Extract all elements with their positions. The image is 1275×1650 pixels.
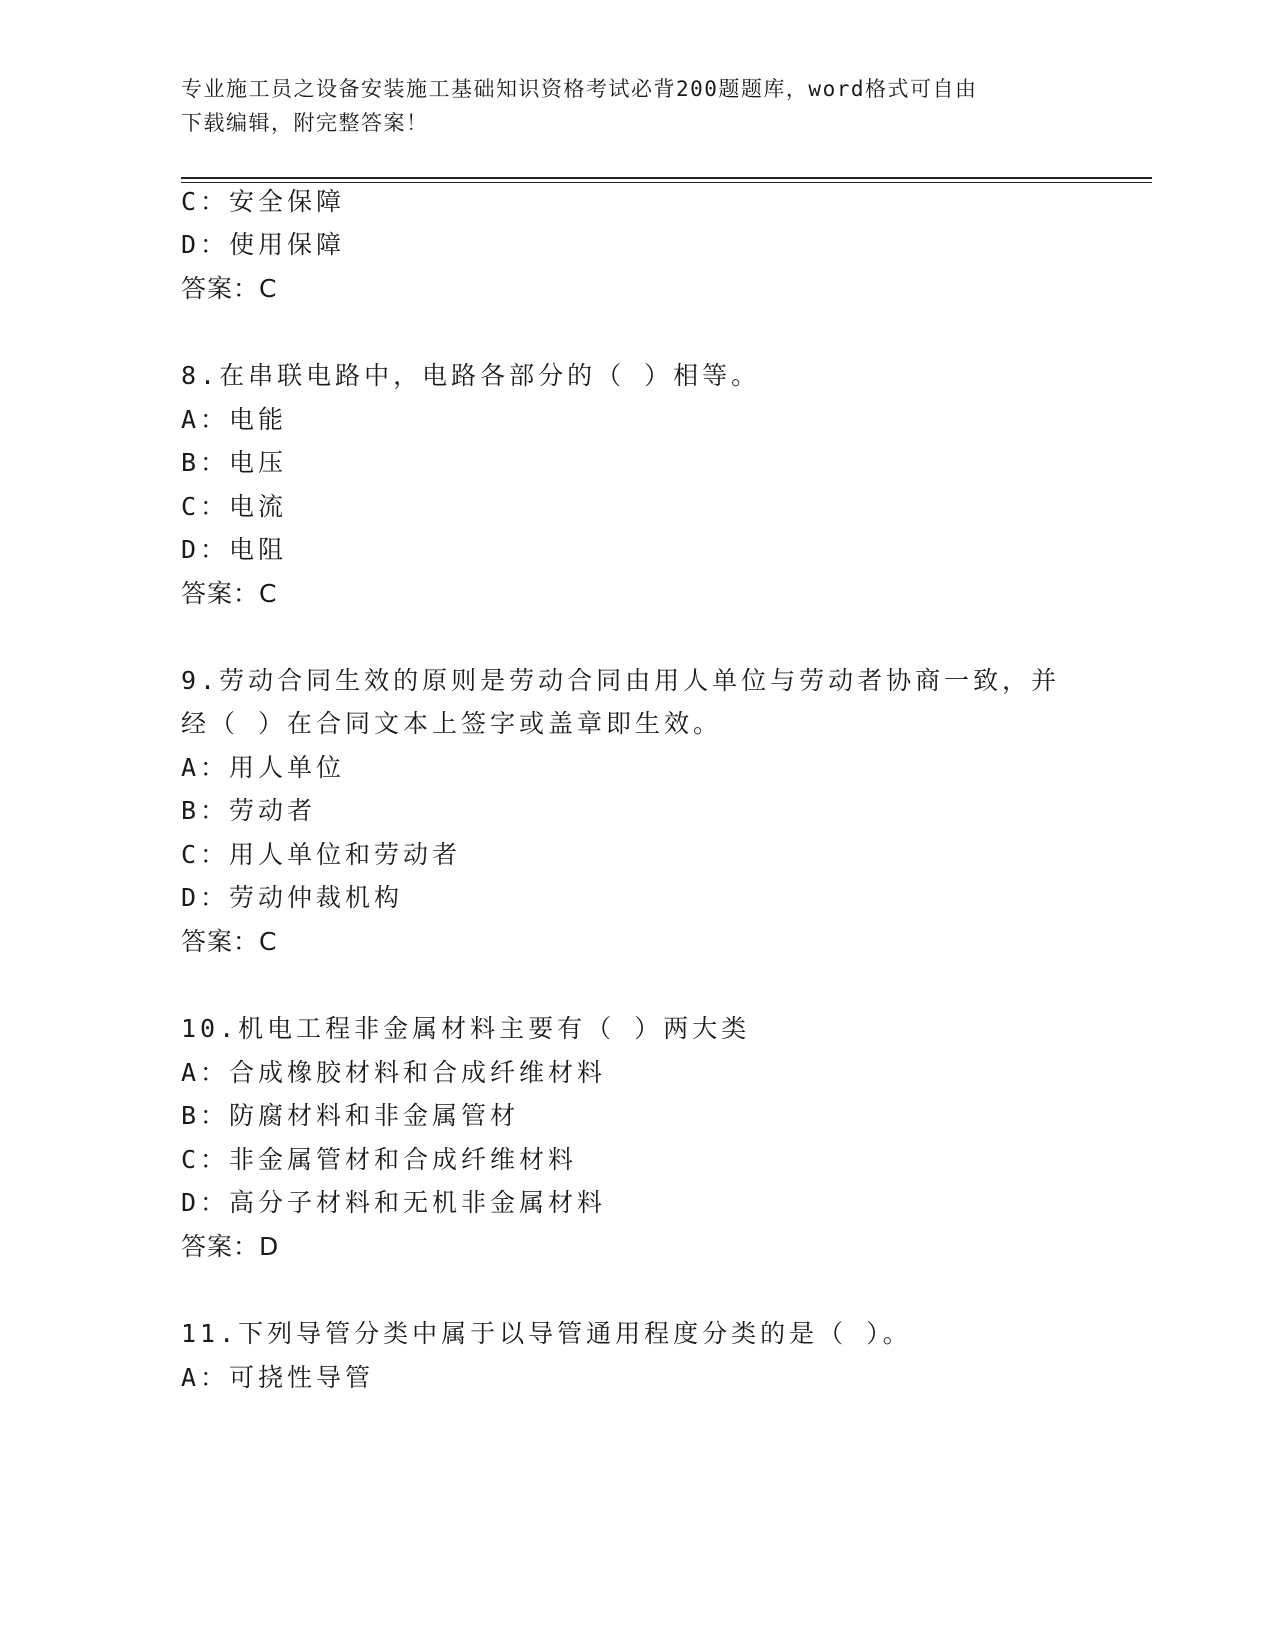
q10-option-a: A：合成橡胶材料和合成纤维材料 [181, 1058, 607, 1087]
header-divider-thin [181, 182, 1152, 183]
q9-option-d: D：劳动仲裁机构 [181, 883, 404, 912]
q11-option-a: A：可挠性导管 [181, 1363, 375, 1392]
q9-option-c: C：用人单位和劳动者 [181, 840, 462, 869]
header-divider [181, 177, 1152, 179]
q8-answer: 答案：C [181, 579, 278, 608]
q9-answer: 答案：C [181, 927, 278, 956]
q8-option-d: D：电阻 [181, 535, 288, 564]
header-line-2: 下载编辑，附完整答案！ [181, 111, 429, 135]
q10-answer: 答案：D [181, 1232, 280, 1261]
q7-option-d: D：使用保障 [181, 230, 346, 259]
q10-option-d: D：高分子材料和无机非金属材料 [181, 1188, 607, 1217]
document-header [181, 72, 1061, 140]
q9-option-b: B：劳动者 [181, 796, 317, 825]
q8-option-b: B：电压 [181, 448, 288, 477]
q10-stem: 10.机电工程非金属材料主要有（ ）两大类 [181, 1014, 751, 1043]
q9-stem-line-1: 9.劳动合同生效的原则是劳动合同由用人单位与劳动者协商一致，并 [181, 666, 1061, 695]
header-line-1: 专业施工员之设备安装施工基础知识资格考试必背200题题库，word格式可自由 [181, 77, 978, 101]
q8-stem: 8.在串联电路中，电路各部分的（ ）相等。 [181, 361, 761, 390]
q10-option-b: B：防腐材料和非金属管材 [181, 1101, 520, 1130]
q9-option-a: A：用人单位 [181, 753, 346, 782]
q7-answer: 答案：C [181, 274, 278, 303]
q7-option-c: C：安全保障 [181, 187, 346, 216]
q10-option-c: C：非金属管材和合成纤维材料 [181, 1145, 578, 1174]
q9-stem-line-2: 经（ ）在合同文本上签字或盖章即生效。 [181, 709, 723, 738]
q11-stem: 11.下列导管分类中属于以导管通用程度分类的是（ ）。 [181, 1319, 912, 1348]
q8-option-c: C：电流 [181, 492, 288, 521]
q8-option-a: A：电能 [181, 405, 288, 434]
